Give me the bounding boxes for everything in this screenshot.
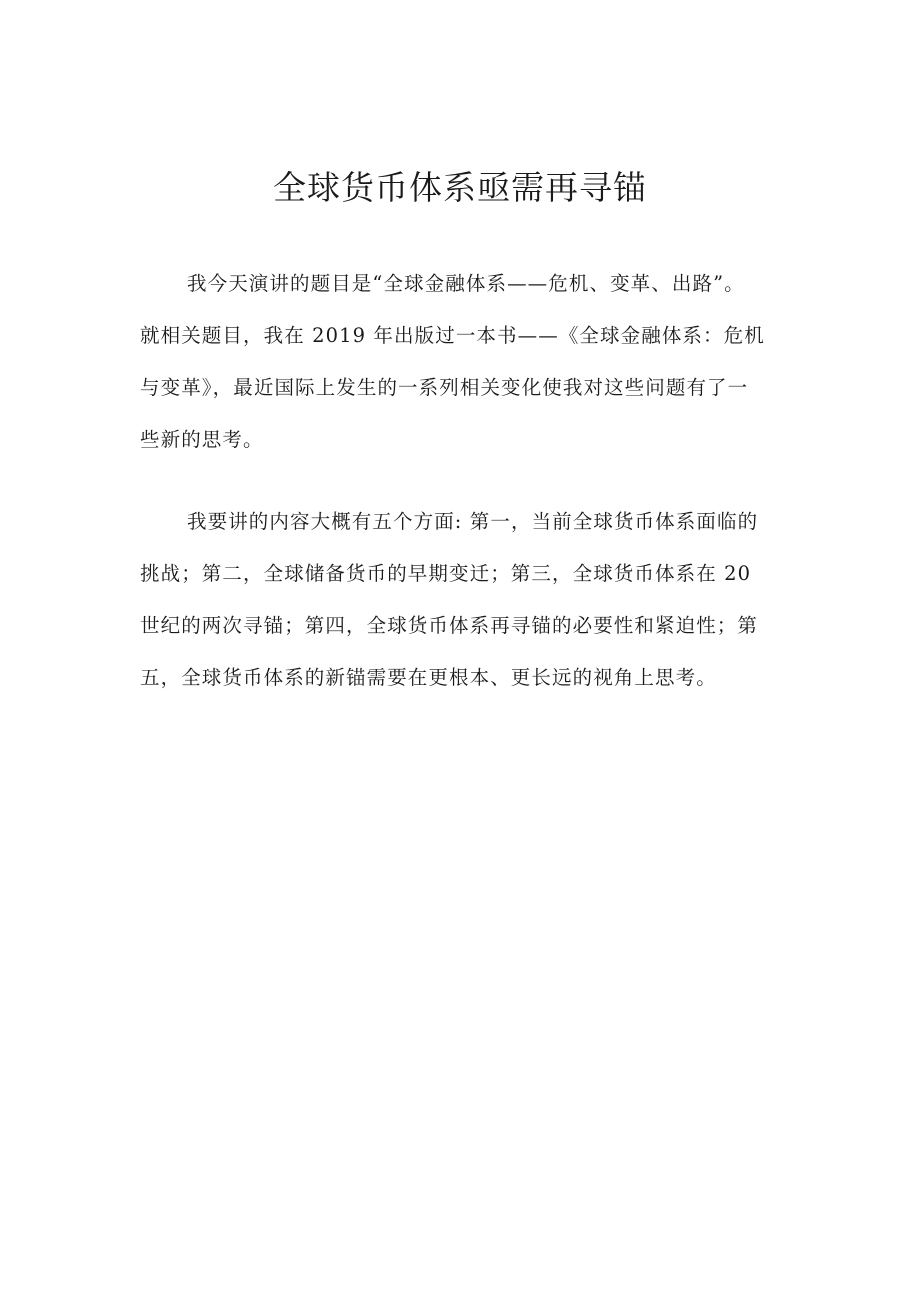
paragraph-line: 我今天演讲的题目是“全球金融体系——危机、变革、出路”。 — [187, 272, 745, 295]
paragraph-line: 我要讲的内容大概有五个方面: 第一，当前全球货币体系面临的 — [187, 510, 759, 533]
paragraph-2 — [140, 496, 788, 704]
paragraph-line: 就相关题目，我在 2019 年出版过一本书——《全球金融体系：危机 — [140, 324, 765, 347]
document-title: 全球货币体系亟需再寻锚 — [273, 168, 647, 207]
paragraph-1 — [140, 258, 788, 466]
paragraph-line: 些新的思考。 — [140, 428, 264, 451]
paragraph-line: 五，全球货币体系的新锚需要在更根本、更长远的视角上思考。 — [140, 666, 717, 689]
paragraph-line: 世纪的两次寻锚；第四，全球货币体系再寻锚的必要性和紧迫性；第 — [140, 614, 759, 637]
paragraph-line: 与变革》，最近国际上发生的一系列相关变化使我对这些问题有了一 — [140, 376, 749, 399]
paragraph-line: 挑战；第二，全球储备货币的早期变迁；第三，全球货币体系在 20 — [140, 562, 752, 585]
